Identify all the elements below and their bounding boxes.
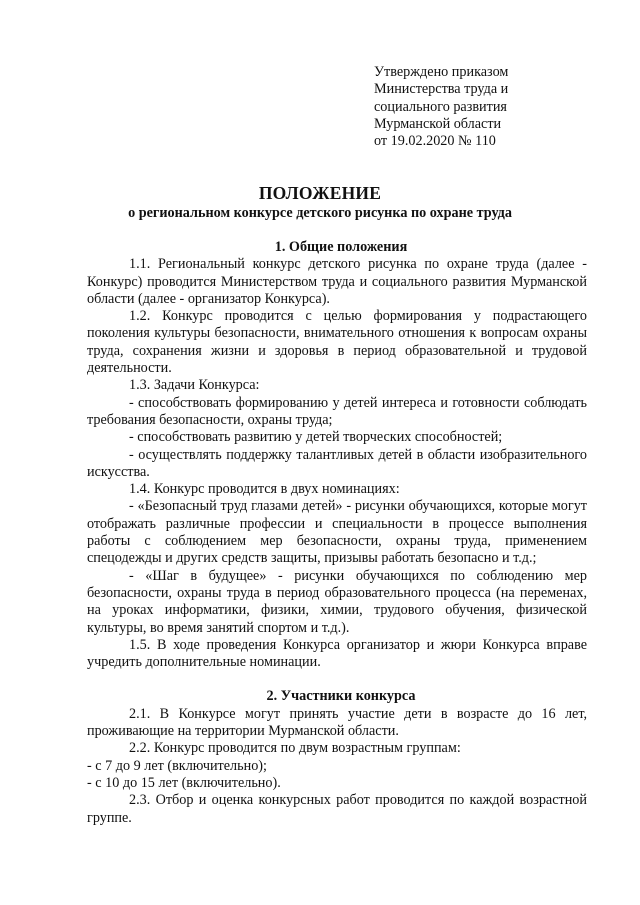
paragraph: 2.1. В Конкурсе могут принять участие дети в возрасте до 16 лет, проживающие на территории Мурманской области.: [87, 705, 587, 740]
paragraph: 1.4. Конкурс проводится в двух номинациях:: [129, 481, 400, 498]
paragraph: 2.2. Конкурс проводится по двум возрастным группам:: [129, 740, 461, 757]
approval-line: от 19.02.2020 № 110: [374, 133, 496, 150]
approval-line: Мурманской области: [374, 115, 502, 132]
section-heading: 1. Общие положения: [274, 239, 408, 255]
list-item: - способствовать развитию у детей творческих способностей;: [129, 429, 503, 446]
paragraph: 1.3. Задачи Конкурса:: [129, 377, 260, 394]
approval-stamp: [374, 64, 614, 150]
approval-line: Утверждено приказом: [374, 64, 509, 80]
list-item: - «Безопасный труд глазами детей» - рисунки обучающихся, которые могут отображать различные профессии и специальности в процессе выполнения работы с соблюдением мер безопасности, охраны труда, применением спецодежды и других средств защиты, призывы работать безопасно и т.д.;: [87, 498, 587, 567]
list-item: - «Шаг в будущее» - рисунки обучающихся по соблюдению мер безопасности, охраны труда в период образовательного процесса (на переменах, на уроках информатики, физики, химии, трудового обучения, физической культуры, во время занятий спортом и т.д.).: [87, 567, 587, 636]
document-body: [87, 239, 587, 827]
approval-line: Министерства труда и: [374, 81, 509, 98]
list-item: - способствовать формированию у детей интереса и готовности соблюдать требования безопасности, охраны труда;: [87, 394, 587, 428]
paragraph: 2.3. Отбор и оценка конкурсных работ проводится по каждой возрастной группе.: [87, 792, 587, 826]
approval-line: социального развития: [374, 98, 507, 115]
paragraph: 1.5. В ходе проведения Конкурса организатор и жюри Конкурса вправе учредить дополнительные номинации.: [87, 636, 587, 671]
list-item: - с 10 до 15 лет (включительно).: [87, 774, 281, 791]
list-item: - с 7 до 9 лет (включительно);: [87, 757, 267, 774]
paragraph: 1.1. Региональный конкурс детского рисунка по охране труда (далее - Конкурс) проводится Министерством труда и социального развития Мурманской области (далее - организатор Конкурса).: [87, 256, 587, 307]
section-heading: 2. Участники конкурса: [266, 688, 416, 705]
list-item: - осуществлять поддержку талантливых детей в области изобразительного искусства.: [87, 446, 587, 480]
paragraph: 1.2. Конкурс проводится с целью формирования у подрастающего поколения культуры безопасности, внимательного отношения к вопросам охраны труда, сохранения жизни и здоровья в период образовательной и трудовой деятельности.: [87, 308, 587, 377]
document-subtitle: о региональном конкурсе детского рисунка по охране труда: [128, 205, 512, 221]
spacer: [87, 671, 587, 688]
document-title: ПОЛОЖЕНИЕ: [258, 183, 382, 203]
